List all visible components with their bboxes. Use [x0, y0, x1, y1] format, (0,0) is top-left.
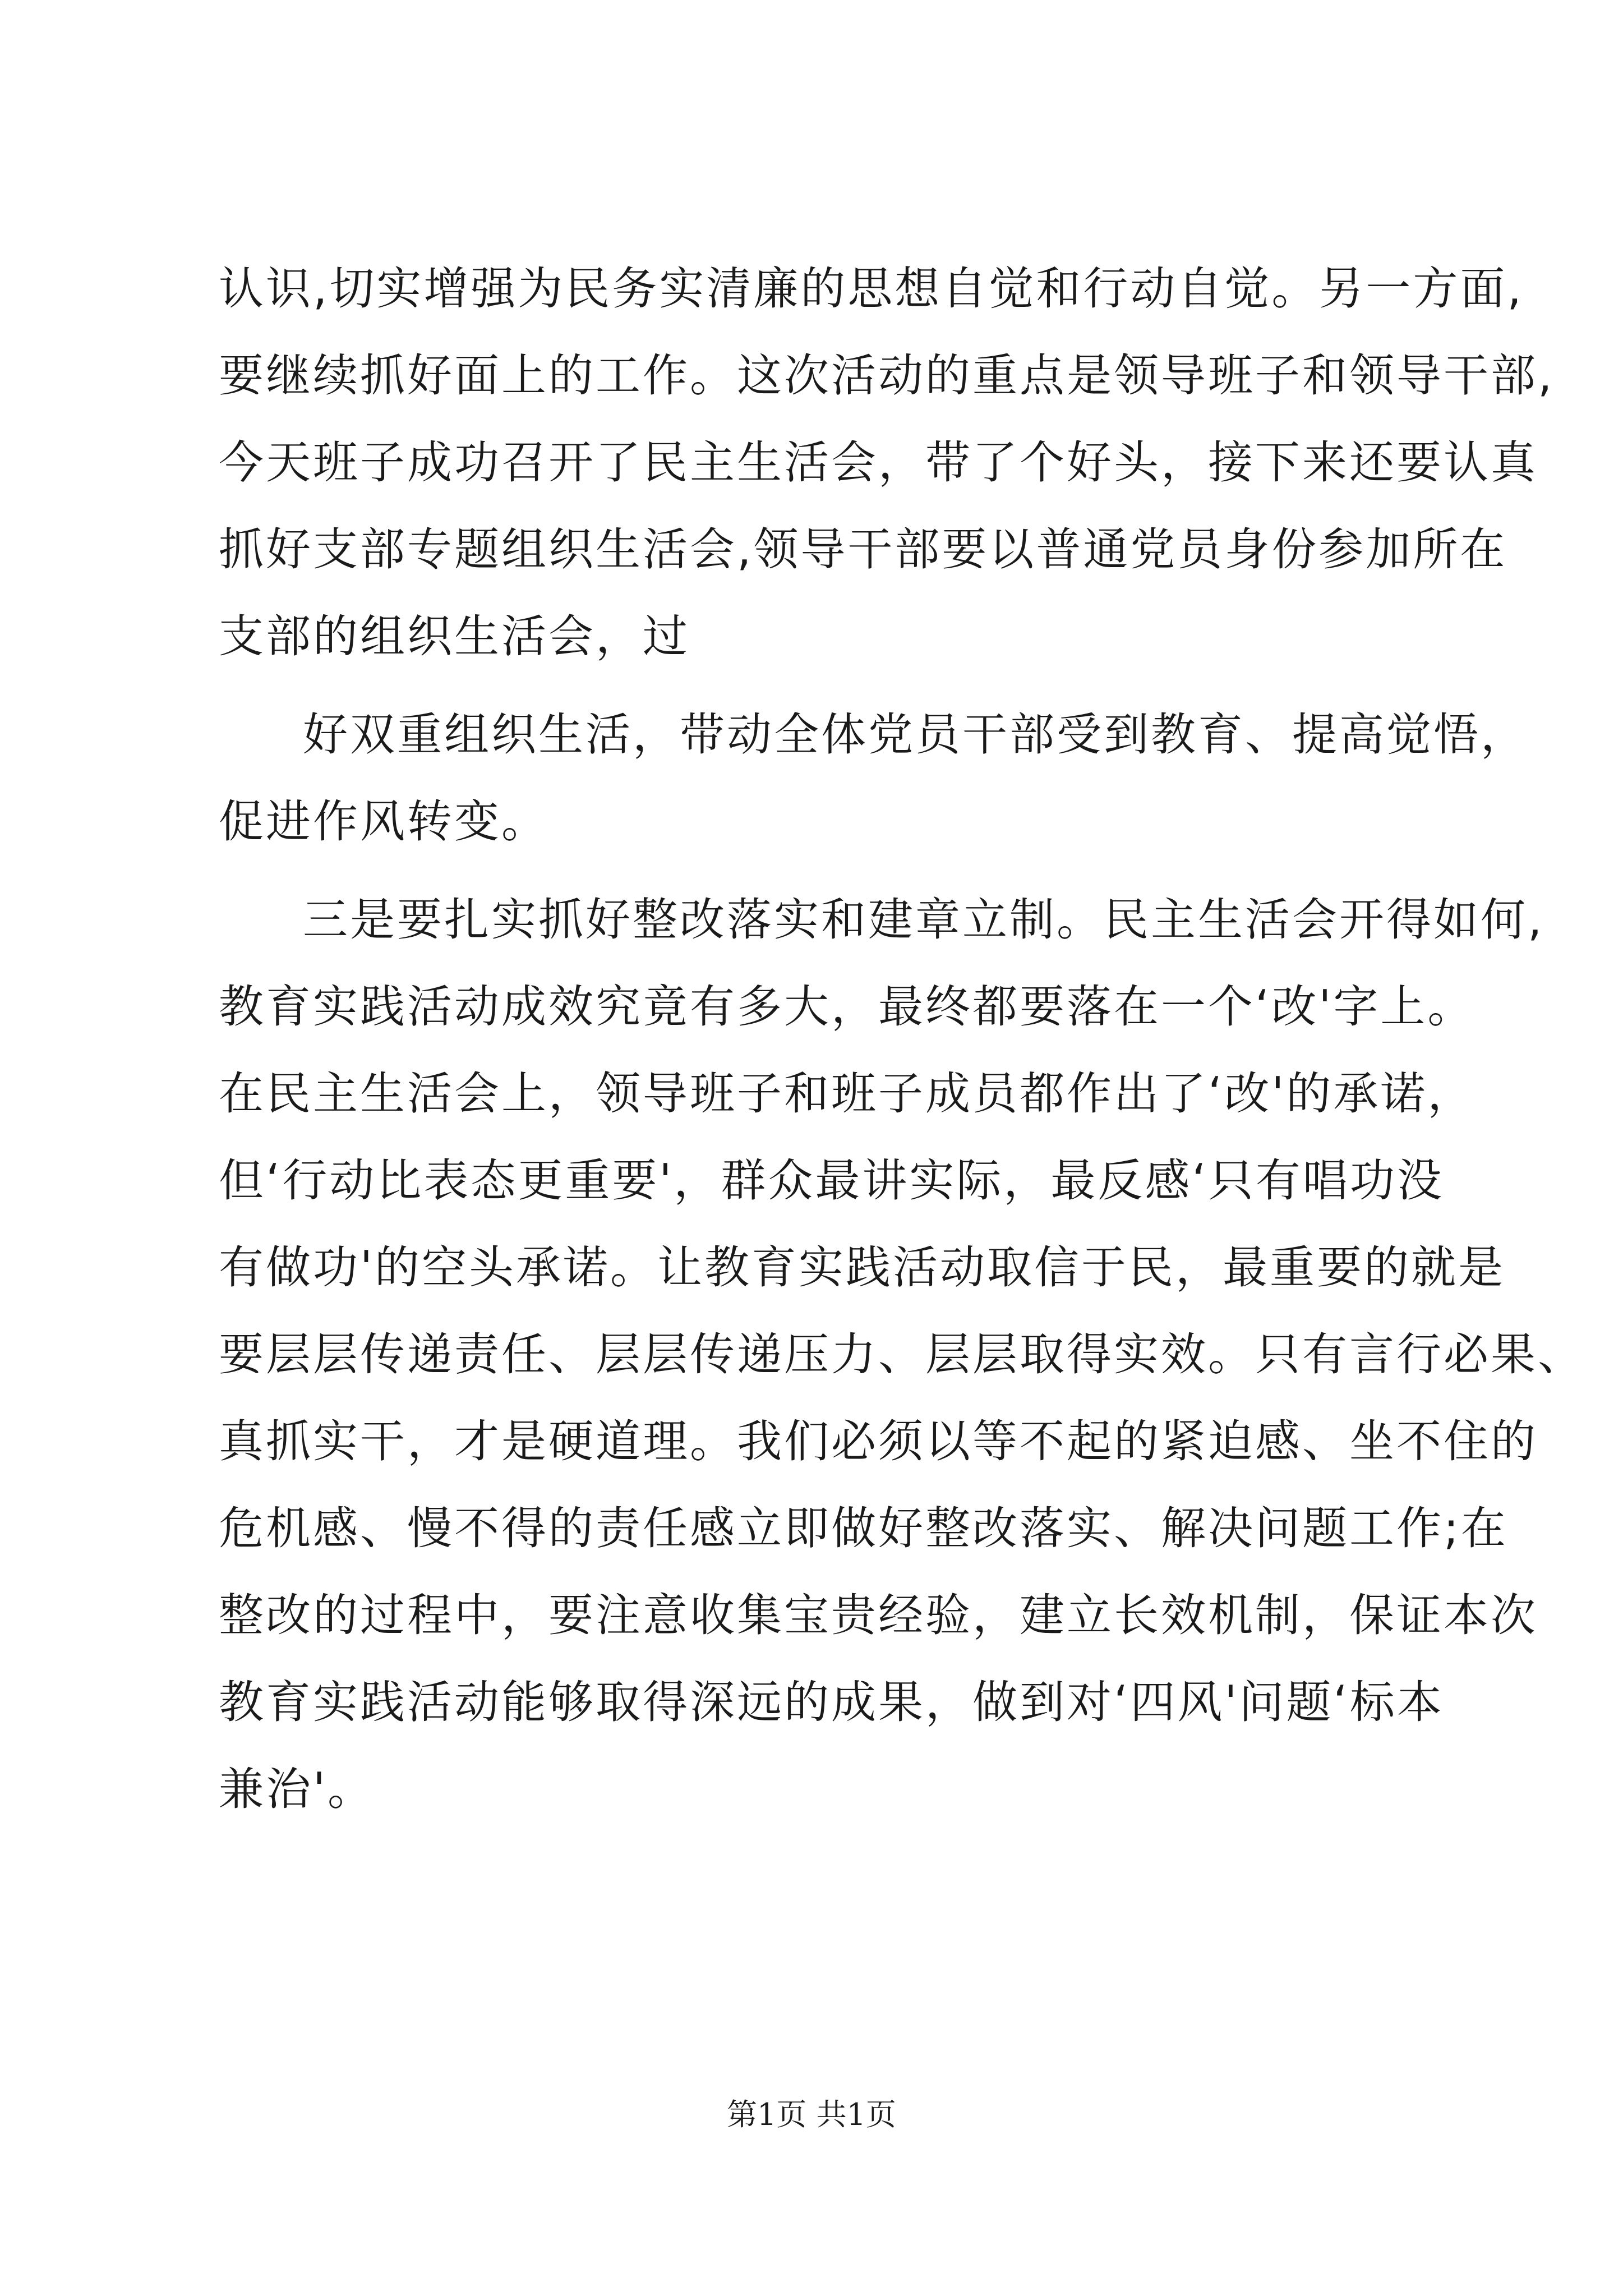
page-footer: 第1页 共1页 — [727, 2097, 896, 2132]
text-line: 抓好支部专题组织生活会,领导干部要以普通党员身份参加所在 — [219, 523, 1507, 576]
text-line: 真抓实干，才是硬道理。我们必须以等不起的紧迫感、坐不住的 — [219, 1415, 1538, 1467]
text-line: 好双重组织生活，带动全体党员干部受到教育、提高觉悟， — [303, 708, 1528, 761]
text-line: 要层层传递责任、层层传递压力、层层取得实效。只有言行必果、 — [219, 1328, 1585, 1381]
text-line: 教育实践活动能够取得深远的成果，做到对‘四风'问题‘标本 — [219, 1676, 1444, 1728]
text-line: 危机感、慢不得的责任感立即做好整改落实、解决问题工作;在 — [219, 1502, 1508, 1554]
text-line: 认识,切实增强为民务实清廉的思想自觉和行动自觉。另一方面, — [219, 263, 1524, 315]
text-line: 教育实践活动成效究竟有多大，最终都要落在一个‘改'字上。 — [219, 981, 1475, 1033]
text-line: 有做功'的空头承诺。让教育实践活动取信于民，最重要的就是 — [219, 1241, 1505, 1294]
text-line: 但‘行动比表态更重要'，群众最讲实际，最反感‘只有唱功没 — [219, 1154, 1444, 1207]
text-line: 支部的组织生活会，过 — [219, 610, 690, 662]
text-line: 兼治'。 — [219, 1763, 375, 1815]
text-line: 整改的过程中，要注意收集宝贵经验，建立长效机制，保证本次 — [219, 1589, 1538, 1641]
text-line: 三是要扎实抓好整改落实和建章立制。民主生活会开得如何, — [303, 894, 1544, 946]
text-line: 今天班子成功召开了民主生活会，带了个好头，接下来还要认真 — [219, 436, 1538, 489]
text-line: 在民主生活会上，领导班子和班子成员都作出了‘改'的承诺， — [219, 1068, 1475, 1120]
text-line: 要继续抓好面上的工作。这次活动的重点是领导班子和领导干部, — [219, 349, 1555, 402]
text-line: 促进作风转变。 — [219, 795, 548, 848]
